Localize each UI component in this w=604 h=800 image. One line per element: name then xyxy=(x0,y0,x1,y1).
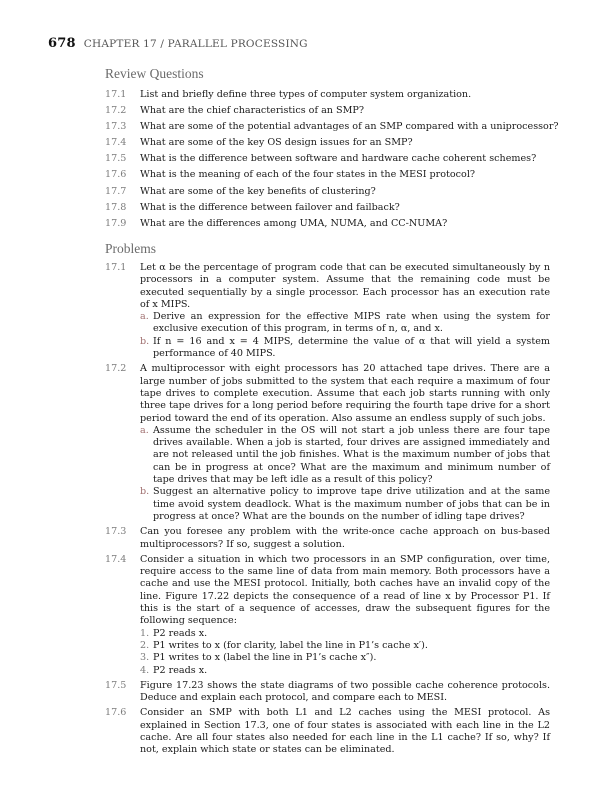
subpart-text: P1 writes to x (label the line in P1’s cache x″). xyxy=(153,652,377,664)
review-question xyxy=(105,200,575,216)
problems-heading: Problems xyxy=(105,241,157,256)
problem-subpart xyxy=(140,640,550,652)
subpart-text: Assume the scheduler in the OS will not start a job unless there are four tape drives available. When a job is started, four drives are assigned immediately and are not released until the job finishes. What is the maximum number of jobs that can be in progress at once? What are the maximum and minimum number of tape drives that may be left idle as a result of this policy? xyxy=(153,424,550,486)
problem xyxy=(105,526,550,551)
subpart-label: a. xyxy=(140,311,149,323)
subpart-label: 1. xyxy=(140,627,150,639)
problem-subpart xyxy=(140,336,550,361)
problem-text: Let α be the percentage of program code that can be executed simultaneously by n processors in a computer system. Assume that the remaining code must be executed sequentially by a single processor. Each processor has an execution rate of x MIPS. xyxy=(140,262,550,310)
question-text: What is the difference between software and hardware cache coherent schemes? xyxy=(140,153,537,165)
problem xyxy=(105,363,550,523)
review-question xyxy=(105,184,575,200)
subpart-text: Suggest an alternative policy to improve tape drive utilization and at the same time avoid system deadlock. What is the maximum number of jobs that can be in progress at once? What are the bounds on the number of idling tape drives? xyxy=(153,486,550,522)
review-question xyxy=(105,151,575,167)
question-number: 17.3 xyxy=(105,121,127,133)
problem-subpart xyxy=(140,652,550,664)
review-questions-heading: Review Questions xyxy=(105,66,204,81)
question-text: What is the difference between failover and failback? xyxy=(140,201,400,213)
problem-subpart xyxy=(140,311,550,336)
problem-subpart xyxy=(140,486,550,523)
problem-text: Figure 17.23 shows the state diagrams of two possible cache coherence protocols. Deduce and explain each protocol, and compare each to MESI. xyxy=(140,679,550,704)
problem xyxy=(105,262,550,360)
subpart-text: P2 reads x. xyxy=(153,664,208,676)
running-header xyxy=(48,36,308,51)
subpart-label: b. xyxy=(140,335,150,347)
question-text: What are some of the key benefits of clustering? xyxy=(140,185,376,197)
question-text: What are the chief characteristics of an SMP? xyxy=(140,105,365,117)
question-number: 17.7 xyxy=(105,185,127,197)
problem-number: 17.6 xyxy=(105,707,127,719)
review-questions-list xyxy=(105,87,575,232)
subpart-text: Derive an expression for the effective MIPS rate when using the system for exclusive execution of this program, in terms of n, α, and x. xyxy=(153,311,550,335)
problem-text: Can you foresee any problem with the write-once cache approach on bus-based multiprocessors? If so, suggest a solution. xyxy=(140,526,550,550)
question-text: What are some of the potential advantages of an SMP compared with a uniprocessor? xyxy=(140,121,559,133)
problem-number: 17.2 xyxy=(105,363,127,375)
question-text: List and briefly define three types of computer system organization. xyxy=(140,89,472,100)
subpart-label: a. xyxy=(140,424,149,436)
question-number: 17.1 xyxy=(105,89,127,100)
subpart-label: 4. xyxy=(140,664,150,676)
question-number: 17.2 xyxy=(105,105,127,117)
problem-number: 17.1 xyxy=(105,262,127,273)
review-question xyxy=(105,167,575,183)
subpart-label: b. xyxy=(140,486,150,498)
problem-subpart xyxy=(140,665,550,677)
review-question xyxy=(105,103,575,119)
problem-number: 17.5 xyxy=(105,679,127,691)
problem-number: 17.4 xyxy=(105,553,127,565)
subpart-text: P2 reads x. xyxy=(153,627,208,639)
problem xyxy=(105,680,550,705)
question-text: What is the meaning of each of the four states in the MESI protocol? xyxy=(140,169,476,181)
question-number: 17.9 xyxy=(105,217,127,229)
review-question xyxy=(105,135,575,151)
problem-text: Consider a situation in which two processors in an SMP configuration, over time, require access to the same line of data from main memory. Both processors have a cache and use the MESI protocol. Initially, both caches have an invalid copy of the line. Figure 17.22 depicts the consequence of a read of line x by Processor P1. If this is the start of a sequence of accesses, draw the subsequent figures for the following sequence: xyxy=(140,553,550,627)
problem-text: Consider an SMP with both L1 and L2 caches using the MESI protocol. As explained in Section 17.3, one of four states is associated with each line in the L2 cache. Are all four states also needed for each line in the L1 cache? If so, why? If not, explain which state or states can be eliminated. xyxy=(140,707,550,756)
problem-text: A multiprocessor with eight processors has 20 attached tape drives. There are a large number of jobs submitted to the system that each require a maximum of four tape drives to complete execution. Assume that each job starts running with only three tape drives for a long period before requiring the fourth tape drive for a short period toward the end of its operation. Also assume an endless supply of such jobs. xyxy=(140,363,550,424)
review-question xyxy=(105,216,575,232)
problem-number: 17.3 xyxy=(105,526,127,538)
chapter-title: CHAPTER 17 / PARALLEL PROCESSING xyxy=(83,38,308,50)
subpart-label: 3. xyxy=(140,652,150,664)
problem xyxy=(105,707,550,756)
review-question xyxy=(105,119,575,135)
problem-subpart xyxy=(140,628,550,640)
question-number: 17.8 xyxy=(105,201,127,213)
subpart-label: 2. xyxy=(140,639,150,651)
question-number: 17.6 xyxy=(105,169,127,181)
problem-subpart xyxy=(140,425,550,486)
page-number: 678 xyxy=(48,36,76,51)
question-number: 17.5 xyxy=(105,153,127,165)
question-number: 17.4 xyxy=(105,137,127,149)
subpart-text: P1 writes to x (for clarity, label the line in P1’s cache x′). xyxy=(153,639,428,651)
problems-list xyxy=(105,262,550,757)
question-text: What are some of the key OS design issues for an SMP? xyxy=(140,137,413,149)
problem xyxy=(105,554,550,677)
question-text: What are the differences among UMA, NUMA, and CC-NUMA? xyxy=(140,217,448,229)
review-question xyxy=(105,87,575,103)
subpart-text: If n = 16 and x = 4 MIPS, determine the value of α that will yield a system performance of 40 MIPS. xyxy=(153,335,550,360)
